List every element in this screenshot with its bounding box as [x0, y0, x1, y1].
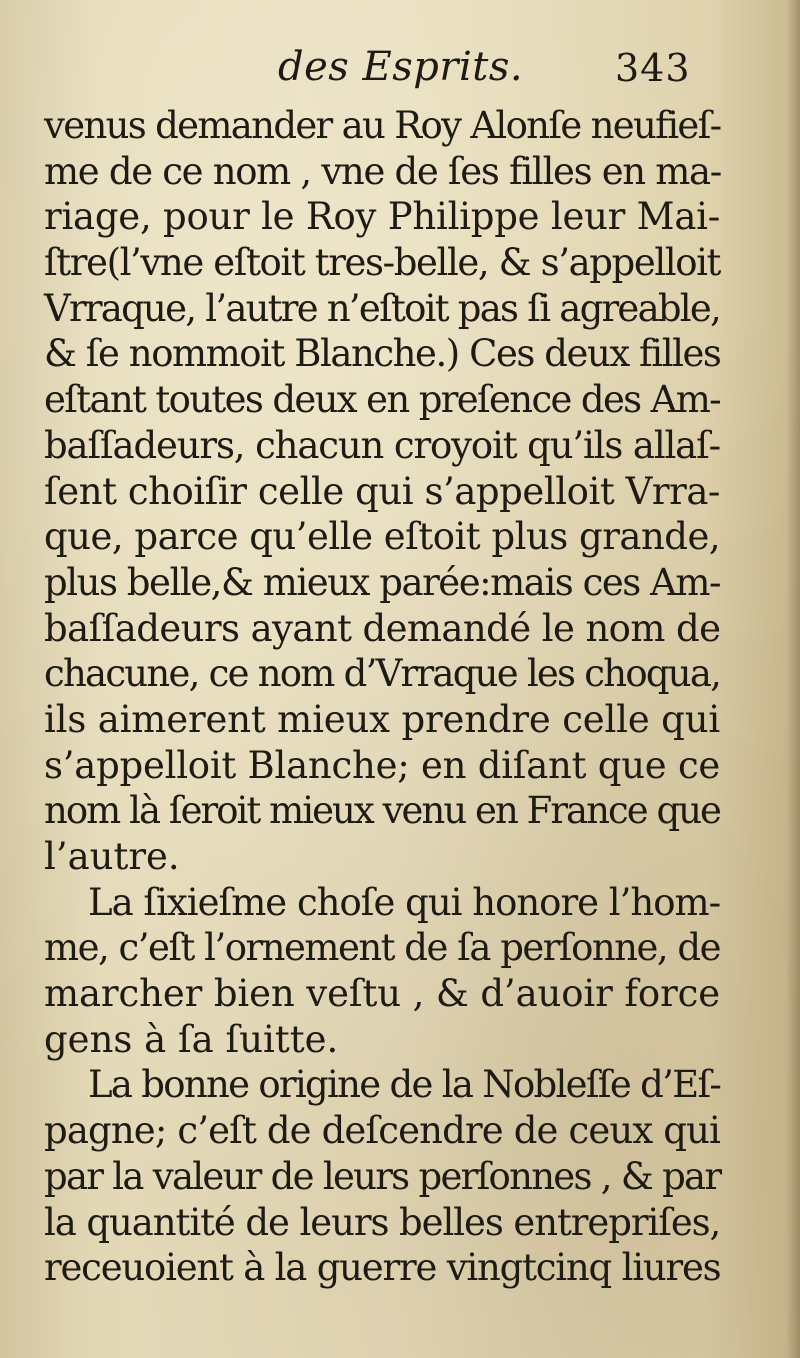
text-line: la quantité de leurs belles entrepriſes,	[44, 1200, 721, 1244]
text-line: plus belle,& mieux parée:mais ces Am-	[44, 560, 721, 604]
text-line: riage, pour le Roy Philippe leur Mai-	[44, 195, 720, 239]
text-line: receuoient à la guerre vingtcinq liures	[44, 1246, 721, 1290]
text-line: l’autre.	[44, 835, 180, 878]
text-line: Vrraque, l’autre n’eſtoit pas ſi agreable,	[44, 286, 720, 330]
text-line: me, c’eſt l’ornement de ſa perſonne, de	[44, 926, 720, 970]
paragraph-start-line: La bonne origine de la Nobleſſe d’Eſ-	[88, 1063, 721, 1107]
body-text	[44, 103, 720, 1291]
page-number: 343	[615, 46, 691, 90]
text-line: par la valeur de leurs perſonnes , & par	[44, 1154, 721, 1198]
page-header	[0, 38, 800, 98]
text-line: pagne; c’eſt de deſcendre de ceux qui	[44, 1109, 720, 1153]
text-line: s’appelloit Blanche; en diſant que ce	[44, 743, 721, 787]
text-line: gens à ſa ſuitte.	[44, 1017, 339, 1061]
running-title: des Esprits.	[278, 44, 524, 90]
text-line: marcher bien veſtu , & d’auoir force	[44, 972, 721, 1016]
text-line: que, parce qu’elle eſtoit plus grande,	[44, 515, 721, 559]
text-line: baſſadeurs, chacun croyoit qu’ils allaſ-	[44, 423, 720, 467]
text-line: eſtant toutes deux en preſence des Am-	[44, 378, 720, 422]
text-line: ils aimerent mieux prendre celle qui	[44, 697, 721, 741]
text-line: ſtre(l’vne eſtoit tres-belle, & s’appelloit	[44, 241, 720, 285]
text-line: venus demander au Roy Alonſe neufieſ-	[44, 104, 721, 147]
text-line: & ſe nommoit Blanche.) Ces deux filles	[44, 332, 721, 376]
page-edge-shadow	[786, 0, 800, 1358]
text-line: baſſadeurs ayant demandé le nom de	[44, 606, 721, 650]
text-line: chacune, ce nom d’Vrraque les choqua,	[44, 652, 721, 696]
text-line: ſent choiſir celle qui s’appelloit Vrra-	[44, 469, 720, 513]
text-line: nom là ſeroit mieux venu en France que	[44, 789, 720, 833]
text-line: me de ce nom , vne de ſes filles en ma-	[44, 149, 721, 193]
paragraph-start-line: La ſixieſme choſe qui honore l’hom-	[88, 880, 721, 924]
